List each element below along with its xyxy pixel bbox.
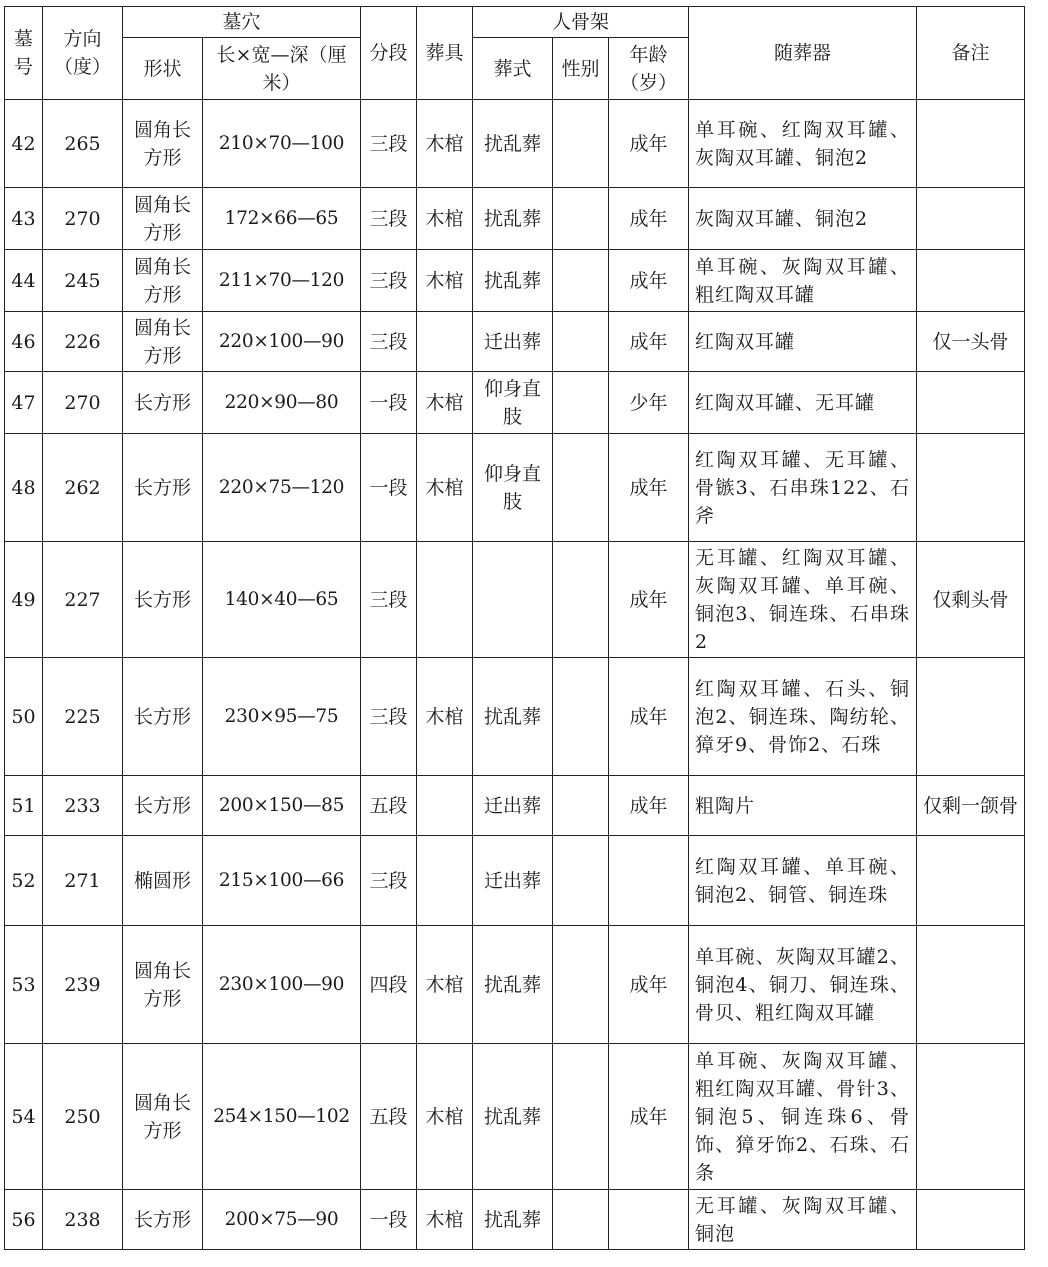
cell-coffin: [417, 542, 473, 658]
cell-dims: 200×75—90: [203, 1190, 361, 1250]
cell-id: 51: [5, 776, 43, 836]
cell-direction: 271: [43, 836, 123, 926]
cell-shape: 圆角长方形: [123, 312, 203, 372]
cell-goods: 单耳碗、灰陶双耳罐、粗红陶双耳罐: [689, 250, 917, 312]
cell-age: 成年: [609, 776, 689, 836]
cell-coffin: 木棺: [417, 434, 473, 542]
table-row: [5, 542, 1025, 658]
cell-dims: 140×40—65: [203, 542, 361, 658]
cell-note: [917, 434, 1025, 542]
cell-direction: 233: [43, 776, 123, 836]
cell-shape: 圆角长方形: [123, 250, 203, 312]
cell-note: [917, 926, 1025, 1044]
cell-dims: 254×150—102: [203, 1044, 361, 1190]
cell-note: [917, 250, 1025, 312]
cell-id: 56: [5, 1190, 43, 1250]
cell-age: 少年: [609, 372, 689, 434]
cell-id: 44: [5, 250, 43, 312]
header-id: 墓号: [5, 7, 43, 100]
cell-burial: [473, 542, 553, 658]
header-sex: 性别: [553, 38, 609, 100]
cell-shape: 长方形: [123, 434, 203, 542]
cell-goods: 红陶双耳罐、无耳罐、骨镞3、石串珠122、石斧: [689, 434, 917, 542]
cell-age: 成年: [609, 926, 689, 1044]
cell-dims: 220×100—90: [203, 312, 361, 372]
cell-age: [609, 1190, 689, 1250]
cell-dims: 215×100—66: [203, 836, 361, 926]
header-direction: 方向（度）: [43, 7, 123, 100]
cell-id: 50: [5, 658, 43, 776]
cell-dims: 211×70—120: [203, 250, 361, 312]
header-skeleton: 人骨架: [473, 7, 689, 38]
table-row: [5, 250, 1025, 312]
cell-shape: 长方形: [123, 776, 203, 836]
cell-dims: 200×150—85: [203, 776, 361, 836]
cell-section: 三段: [361, 100, 417, 188]
burial-table: [4, 6, 1025, 1250]
cell-burial: 迁出葬: [473, 836, 553, 926]
cell-sex: [553, 188, 609, 250]
cell-age: 成年: [609, 434, 689, 542]
table-row: [5, 1044, 1025, 1190]
table-row: [5, 658, 1025, 776]
cell-sex: [553, 372, 609, 434]
cell-shape: 圆角长方形: [123, 100, 203, 188]
cell-note: [917, 836, 1025, 926]
cell-direction: 239: [43, 926, 123, 1044]
cell-goods: 无耳罐、红陶双耳罐、灰陶双耳罐、单耳碗、铜泡3、铜连珠、石串珠2: [689, 542, 917, 658]
cell-shape: 长方形: [123, 372, 203, 434]
cell-burial: 扰乱葬: [473, 250, 553, 312]
cell-dims: 230×100—90: [203, 926, 361, 1044]
cell-goods: 红陶双耳罐、石头、铜泡2、铜连珠、陶纺轮、獐牙9、骨饰2、石珠: [689, 658, 917, 776]
cell-sex: [553, 100, 609, 188]
cell-sex: [553, 250, 609, 312]
cell-note: 仅一头骨: [917, 312, 1025, 372]
cell-age: 成年: [609, 188, 689, 250]
table-row: [5, 926, 1025, 1044]
cell-burial: 仰身直肢: [473, 372, 553, 434]
cell-id: 53: [5, 926, 43, 1044]
cell-shape: 椭圆形: [123, 836, 203, 926]
cell-goods: 单耳碗、灰陶双耳罐2、铜泡4、铜刀、铜连珠、骨贝、粗红陶双耳罐: [689, 926, 917, 1044]
cell-coffin: 木棺: [417, 250, 473, 312]
cell-coffin: 木棺: [417, 100, 473, 188]
table-row: [5, 1190, 1025, 1250]
header-section: 分段: [361, 7, 417, 100]
cell-goods: 红陶双耳罐、单耳碗、铜泡2、铜管、铜连珠: [689, 836, 917, 926]
cell-age: 成年: [609, 658, 689, 776]
cell-coffin: [417, 836, 473, 926]
cell-note: [917, 1044, 1025, 1190]
cell-id: 48: [5, 434, 43, 542]
cell-note: [917, 1190, 1025, 1250]
cell-note: [917, 372, 1025, 434]
cell-sex: [553, 776, 609, 836]
cell-sex: [553, 658, 609, 776]
cell-direction: 238: [43, 1190, 123, 1250]
cell-coffin: 木棺: [417, 372, 473, 434]
cell-direction: 262: [43, 434, 123, 542]
cell-section: 三段: [361, 188, 417, 250]
cell-note: [917, 100, 1025, 188]
table-row: [5, 434, 1025, 542]
table-row: [5, 776, 1025, 836]
cell-burial: 扰乱葬: [473, 926, 553, 1044]
cell-section: 三段: [361, 658, 417, 776]
cell-note: 仅剩一颌骨: [917, 776, 1025, 836]
cell-shape: 长方形: [123, 658, 203, 776]
table-row: [5, 836, 1025, 926]
cell-burial: 扰乱葬: [473, 100, 553, 188]
cell-id: 42: [5, 100, 43, 188]
cell-goods: 粗陶片: [689, 776, 917, 836]
cell-age: 成年: [609, 312, 689, 372]
cell-sex: [553, 926, 609, 1044]
cell-dims: 172×66—65: [203, 188, 361, 250]
cell-goods: 灰陶双耳罐、铜泡2: [689, 188, 917, 250]
cell-direction: 265: [43, 100, 123, 188]
cell-dims: 220×90—80: [203, 372, 361, 434]
table-body: [5, 100, 1025, 1250]
cell-direction: 270: [43, 188, 123, 250]
table-row: [5, 100, 1025, 188]
cell-goods: 红陶双耳罐: [689, 312, 917, 372]
cell-note: 仅剩头骨: [917, 542, 1025, 658]
cell-section: 五段: [361, 1044, 417, 1190]
cell-age: 成年: [609, 250, 689, 312]
cell-section: 一段: [361, 434, 417, 542]
cell-direction: 227: [43, 542, 123, 658]
cell-burial: 仰身直肢: [473, 434, 553, 542]
cell-shape: 长方形: [123, 542, 203, 658]
cell-section: 五段: [361, 776, 417, 836]
table-row: [5, 188, 1025, 250]
cell-id: 43: [5, 188, 43, 250]
cell-age: [609, 836, 689, 926]
cell-id: 52: [5, 836, 43, 926]
cell-shape: 圆角长方形: [123, 926, 203, 1044]
cell-note: [917, 188, 1025, 250]
cell-id: 49: [5, 542, 43, 658]
cell-shape: 圆角长方形: [123, 1044, 203, 1190]
cell-direction: 270: [43, 372, 123, 434]
header-dims: 长×宽—深（厘米）: [203, 38, 361, 100]
cell-burial: 扰乱葬: [473, 1044, 553, 1190]
cell-shape: 长方形: [123, 1190, 203, 1250]
header-age: 年龄（岁）: [609, 38, 689, 100]
cell-sex: [553, 836, 609, 926]
cell-coffin: 木棺: [417, 926, 473, 1044]
cell-sex: [553, 1044, 609, 1190]
cell-section: 三段: [361, 836, 417, 926]
cell-id: 54: [5, 1044, 43, 1190]
cell-age: 成年: [609, 100, 689, 188]
cell-section: 三段: [361, 312, 417, 372]
cell-section: 四段: [361, 926, 417, 1044]
cell-goods: 无耳罐、灰陶双耳罐、铜泡: [689, 1190, 917, 1250]
header-shape: 形状: [123, 38, 203, 100]
cell-sex: [553, 1190, 609, 1250]
cell-id: 46: [5, 312, 43, 372]
cell-section: 三段: [361, 250, 417, 312]
header-tomb: 墓穴: [123, 7, 361, 38]
table-header: [5, 7, 1025, 100]
cell-goods: 单耳碗、灰陶双耳罐、粗红陶双耳罐、骨针3、铜泡5、铜连珠6、骨饰、獐牙饰2、石珠、石条: [689, 1044, 917, 1190]
cell-direction: 245: [43, 250, 123, 312]
header-coffin: 葬具: [417, 7, 473, 100]
cell-coffin: 木棺: [417, 188, 473, 250]
cell-section: 一段: [361, 372, 417, 434]
cell-coffin: [417, 312, 473, 372]
table-row: [5, 312, 1025, 372]
cell-age: 成年: [609, 542, 689, 658]
cell-section: 一段: [361, 1190, 417, 1250]
cell-direction: 250: [43, 1044, 123, 1190]
header-note: 备注: [917, 7, 1025, 100]
cell-id: 47: [5, 372, 43, 434]
cell-direction: 226: [43, 312, 123, 372]
cell-sex: [553, 312, 609, 372]
cell-goods: 单耳碗、红陶双耳罐、灰陶双耳罐、铜泡2: [689, 100, 917, 188]
header-burial: 葬式: [473, 38, 553, 100]
cell-sex: [553, 542, 609, 658]
cell-direction: 225: [43, 658, 123, 776]
header-goods: 随葬器: [689, 7, 917, 100]
cell-dims: 220×75—120: [203, 434, 361, 542]
cell-coffin: 木棺: [417, 1190, 473, 1250]
cell-dims: 210×70—100: [203, 100, 361, 188]
cell-burial: 扰乱葬: [473, 188, 553, 250]
cell-section: 三段: [361, 542, 417, 658]
cell-goods: 红陶双耳罐、无耳罐: [689, 372, 917, 434]
cell-burial: 扰乱葬: [473, 658, 553, 776]
cell-coffin: 木棺: [417, 658, 473, 776]
cell-note: [917, 658, 1025, 776]
cell-coffin: 木棺: [417, 1044, 473, 1190]
table-row: [5, 372, 1025, 434]
cell-burial: 迁出葬: [473, 312, 553, 372]
cell-coffin: [417, 776, 473, 836]
cell-burial: 扰乱葬: [473, 1190, 553, 1250]
cell-sex: [553, 434, 609, 542]
cell-burial: 迁出葬: [473, 776, 553, 836]
cell-dims: 230×95—75: [203, 658, 361, 776]
cell-age: 成年: [609, 1044, 689, 1190]
cell-shape: 圆角长方形: [123, 188, 203, 250]
